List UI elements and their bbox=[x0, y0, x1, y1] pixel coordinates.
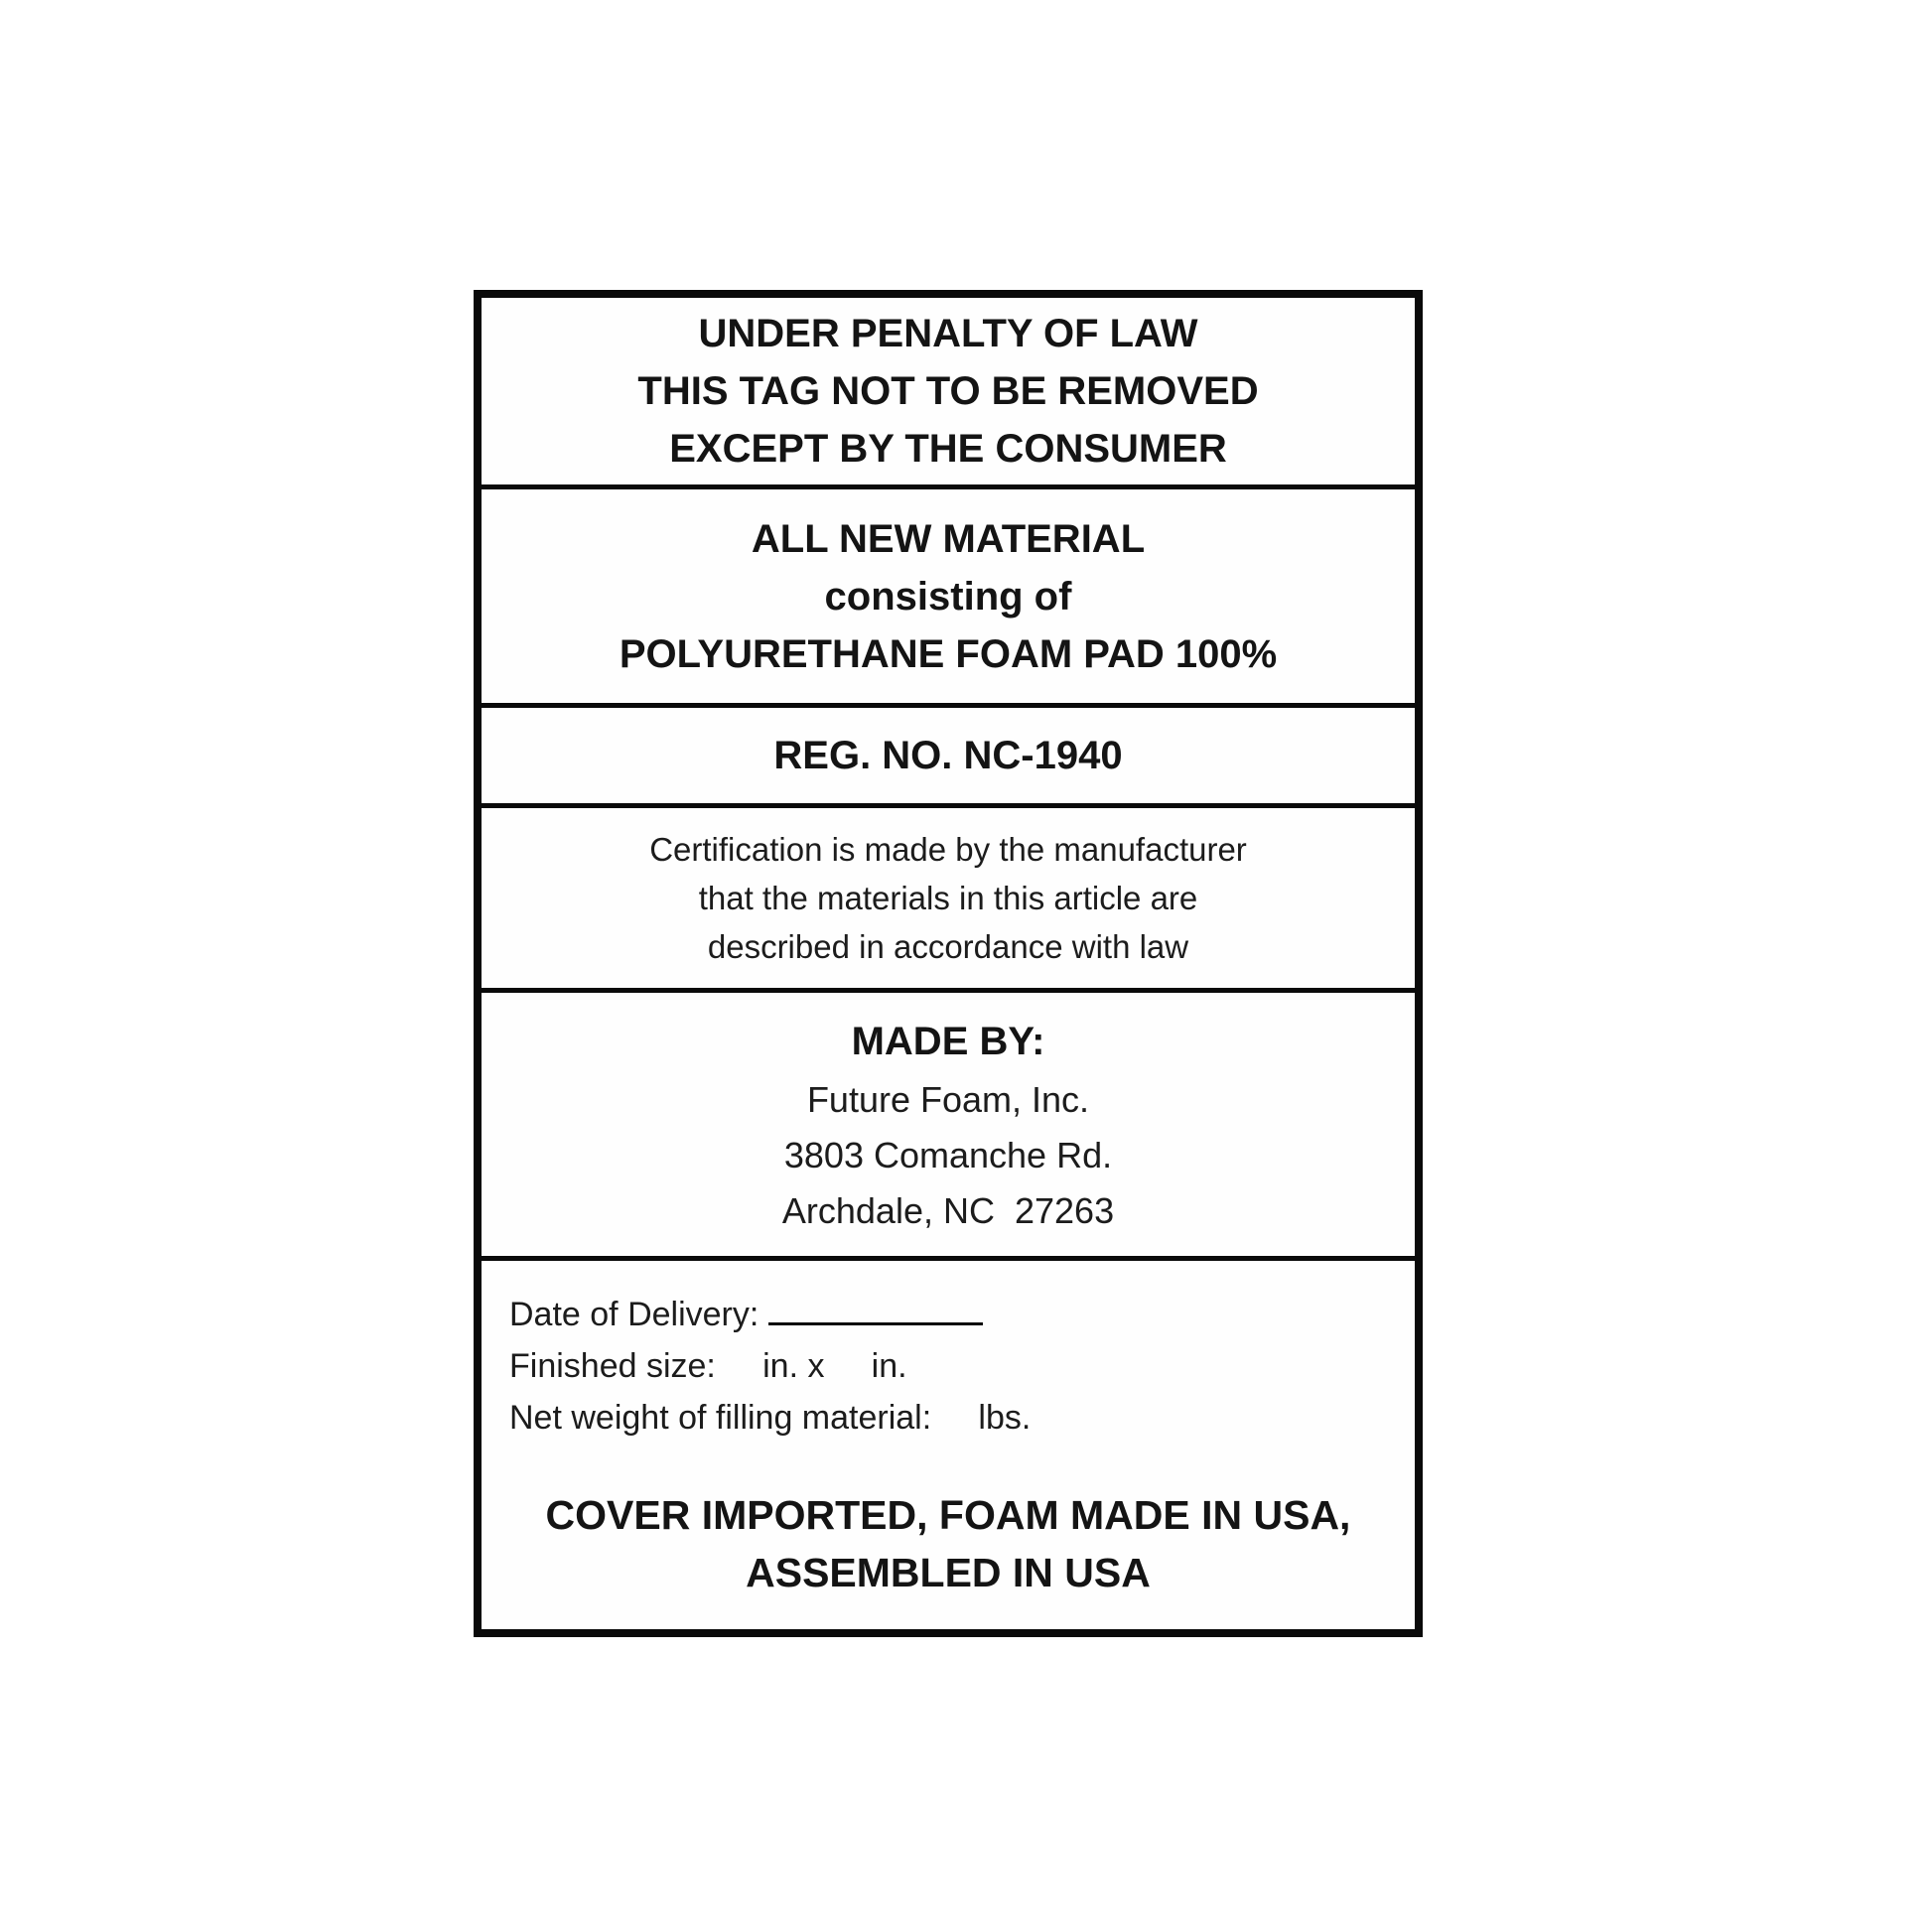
manufacturer-city-state-zip: Archdale, NC 27263 bbox=[781, 1189, 1115, 1231]
law-label bbox=[474, 290, 1423, 1637]
section-made-by bbox=[482, 993, 1415, 1261]
registration-number: REG. NO. NC-1940 bbox=[773, 734, 1123, 777]
manufacturer-name: Future Foam, Inc. bbox=[806, 1078, 1090, 1120]
finished-size-row: Finished size: in. x in. bbox=[509, 1347, 907, 1385]
date-of-delivery-blank bbox=[768, 1293, 983, 1325]
material-line-2: consisting of bbox=[824, 574, 1072, 619]
penalty-line-1: UNDER PENALTY OF LAW bbox=[698, 312, 1198, 355]
net-weight-row: Net weight of filling material: lbs. bbox=[509, 1399, 1032, 1437]
penalty-line-3: EXCEPT BY THE CONSUMER bbox=[669, 427, 1227, 471]
origin-statement bbox=[509, 1486, 1387, 1607]
certification-line-3: described in accordance with law bbox=[707, 928, 1189, 965]
material-line-1: ALL NEW MATERIAL bbox=[751, 516, 1146, 561]
certification-line-1: Certification is made by the manufacturer bbox=[649, 831, 1247, 868]
section-registration-number bbox=[482, 708, 1415, 808]
origin-line-1: COVER IMPORTED, FOAM MADE IN USA, bbox=[545, 1492, 1351, 1538]
made-by-heading: MADE BY: bbox=[851, 1019, 1045, 1063]
material-line-3: POLYURETHANE FOAM PAD 100% bbox=[619, 631, 1278, 676]
origin-line-2: ASSEMBLED IN USA bbox=[746, 1550, 1151, 1595]
section-material-contents bbox=[482, 489, 1415, 708]
section-delivery-details bbox=[482, 1261, 1415, 1629]
certification-line-2: that the materials in this article are bbox=[698, 880, 1198, 916]
penalty-line-2: THIS TAG NOT TO BE REMOVED bbox=[637, 369, 1259, 413]
date-of-delivery-label: Date of Delivery: bbox=[509, 1296, 759, 1333]
manufacturer-street: 3803 Comanche Rd. bbox=[783, 1134, 1113, 1175]
section-penalty-notice bbox=[482, 298, 1415, 489]
date-of-delivery-row bbox=[509, 1289, 1387, 1340]
section-certification bbox=[482, 808, 1415, 993]
